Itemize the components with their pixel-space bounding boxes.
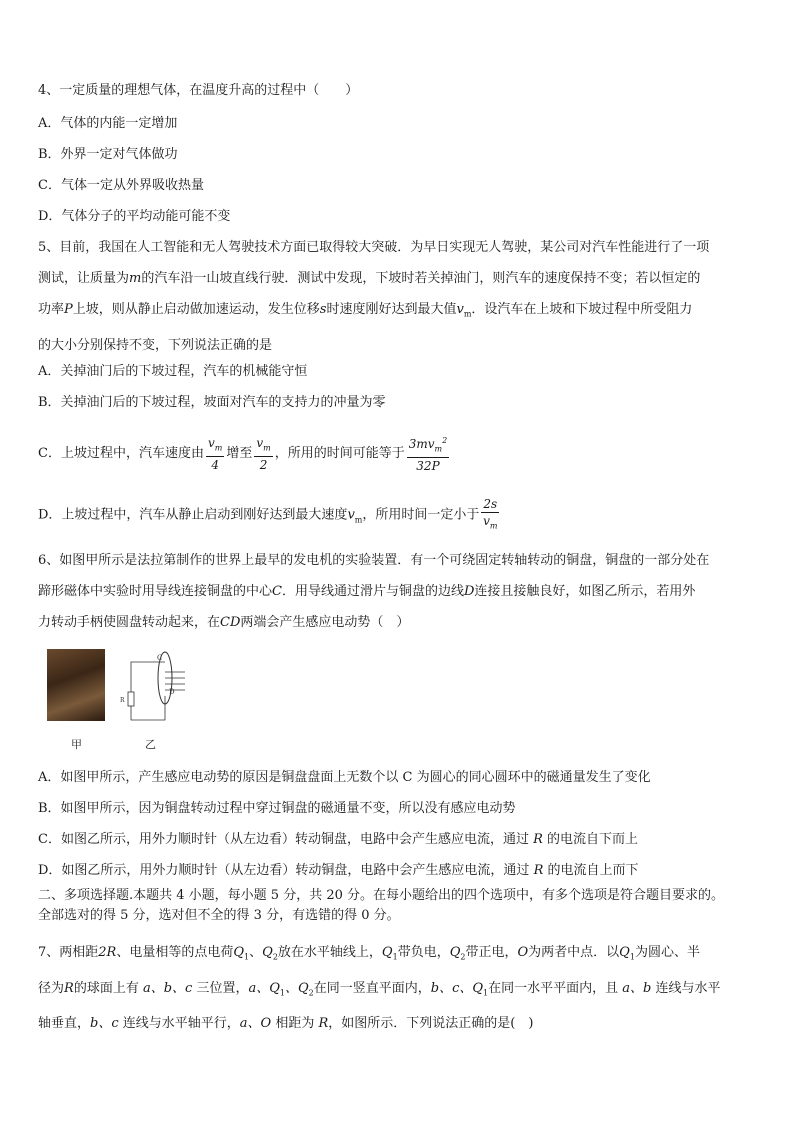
q4-option-d: D．气体分子的平均动能可能不变 <box>38 209 231 224</box>
q5-option-b: B．关掉油门后的下坡过程，坡面对汽车的支持力的冲量为零 <box>38 395 386 410</box>
q5-option-d: D．上坡过程中，汽车从静止启动到刚好达到最大速度$v_m$，所用时间一定小于 $\frac{2s}{v_m}$ <box>38 497 498 531</box>
q5-stem: 5、目前，我国在人工智能和无人驾驶技术方面已取得较大突破．为早日实现无人驾驶，某公司对汽车性能进行了一项 测试，让质量为m的汽车沿一山坡直线行驶．测试中发现，下坡时若关掉油门，则汽车的速度保持不变；若以恒定的 功率P上坡，则从静止启动做加速运动，发生位移s时速度刚好达到最大值$v_m$．设汽车在上坡和下坡过程中所受阻力 的大小分别保持不变，下列说法正确的是 <box>38 240 710 353</box>
q4-option-b: B．外界一定对气体做功 <box>38 147 178 162</box>
q4-option-a: A．气体的内能一定增加 <box>38 116 178 131</box>
q6-stem: 6、如图甲所示是法拉第制作的世界上最早的发电机的实验装置．有一个可绕固定转轴转动的铜盘，铜盘的一部分处在 蹄形磁体中实验时用导线连接铜盘的中心C．用导线通过滑片与铜盘的边线D连接且接触良好，如图乙所示，若用外 力转动手柄使圆盘转动起来，在CD两端会产生感应电动势（ ） <box>38 553 710 630</box>
svg-text:C: C <box>157 654 163 662</box>
q6-option-a: A．如图甲所示，产生感应电动势的原因是铜盘盘面上无数个以 C 为圆心的同心圆环中的磁通量发生了变化 <box>38 770 651 785</box>
q4-option-c: C．气体一定从外界吸收热量 <box>38 178 204 193</box>
faraday-generator-photo <box>47 649 105 721</box>
figure-label-a: 甲 <box>71 738 82 751</box>
svg-text:D: D <box>169 688 175 696</box>
q7-stem: 7、两相距2R、电量相等的点电荷$Q_1$、$Q_2$放在水平轴线上，$Q_1$带负电，$Q_2$带正电，O为两者中点．以$Q_1$为圆心、半 径为R的球面上有 a、b、c 三位置，a、$Q_1$、$Q_2$在同一竖直平面内，b、c、$Q_1$在同一水平平面内，且 a、b 连线与水平 轴垂直，b、c 连线与水平轴平行，a、O 相距为 R，如图所示．下列说法正确的是( ) <box>38 945 721 1032</box>
q5-option-c: C．上坡过程中，汽车速度由 $\frac{v_m}{4}$ 增至 $\frac{v_m}{2}$ ，所用的时间可能等于 $\frac{3mv_m^2}{32P}$ <box>38 433 451 474</box>
svg-text:R: R <box>120 697 125 704</box>
q6-option-c: C．如图乙所示，用外力顺时针（从左边看）转动铜盘，电路中会产生感应电流，通过 R 的电流自下而上 <box>38 832 639 847</box>
q4-stem: 4、一定质量的理想气体，在温度升高的过程中（ ） <box>38 83 359 98</box>
section-2-instructions: 二、多项选择题.本题共 4 小题，每小题 5 分，共 20 分。在每小题给出的四个选项中，有多个选项是符合题目要求的。 全部选对的得 5 分，选对但不全的得 3 分，有选错的得 0 分。 <box>38 888 725 923</box>
circuit-diagram <box>117 648 187 723</box>
q6-option-b: B．如图甲所示，因为铜盘转动过程中穿过铜盘的磁通量不变，所以没有感应电动势 <box>38 801 516 816</box>
figure-label-b: 乙 <box>145 738 156 751</box>
q6-option-d: D．如图乙所示，用外力顺时针（从左边看）转动铜盘，电路中会产生感应电流，通过 R 的电流自上而下 <box>38 863 639 878</box>
q5-option-a: A．关掉油门后的下坡过程，汽车的机械能守恒 <box>38 364 308 379</box>
